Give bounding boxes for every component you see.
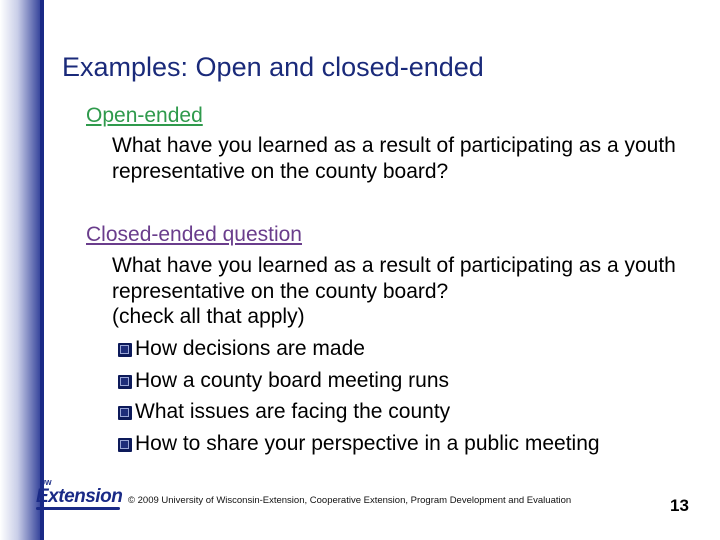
- checkbox-icon: [118, 343, 132, 357]
- closed-ended-heading: Closed-ended question: [86, 223, 302, 246]
- option-item: [118, 369, 600, 401]
- left-decorative-bar: [0, 0, 44, 540]
- slide-title: Examples: Open and closed-ended: [62, 52, 484, 82]
- page-number: 13: [670, 496, 689, 515]
- options-list: [118, 337, 600, 463]
- copyright-notice: © 2009 University of Wisconsin-Extension, Cooperative Extension, Program Development and Evaluation: [128, 495, 572, 506]
- left-bar-edge: [40, 0, 44, 540]
- logo-word: Extension: [36, 486, 123, 507]
- checkbox-icon: [118, 438, 132, 452]
- option-label: How decisions are made: [135, 337, 365, 360]
- logo-swoosh: [36, 507, 120, 510]
- option-item: [118, 337, 600, 369]
- option-item: [118, 432, 600, 464]
- check-instruction: (check all that apply): [112, 305, 305, 328]
- option-label: How a county board meeting runs: [135, 368, 450, 392]
- option-label: How to share your perspective in a public meeting: [135, 431, 600, 455]
- checkbox-icon: [118, 375, 132, 389]
- option-item: [118, 400, 600, 432]
- open-ended-question: What have you learned as a result of participating as a youth representative on the county board?: [112, 134, 676, 183]
- uw-extension-logo: [36, 480, 122, 512]
- closed-ended-question: What have you learned as a result of participating as a youth representative on the county board?: [112, 254, 676, 303]
- logo-uw-text: UW: [40, 480, 52, 487]
- checkbox-icon: [118, 406, 132, 420]
- option-label: What issues are facing the county: [135, 400, 451, 423]
- open-ended-heading: Open-ended: [86, 104, 203, 127]
